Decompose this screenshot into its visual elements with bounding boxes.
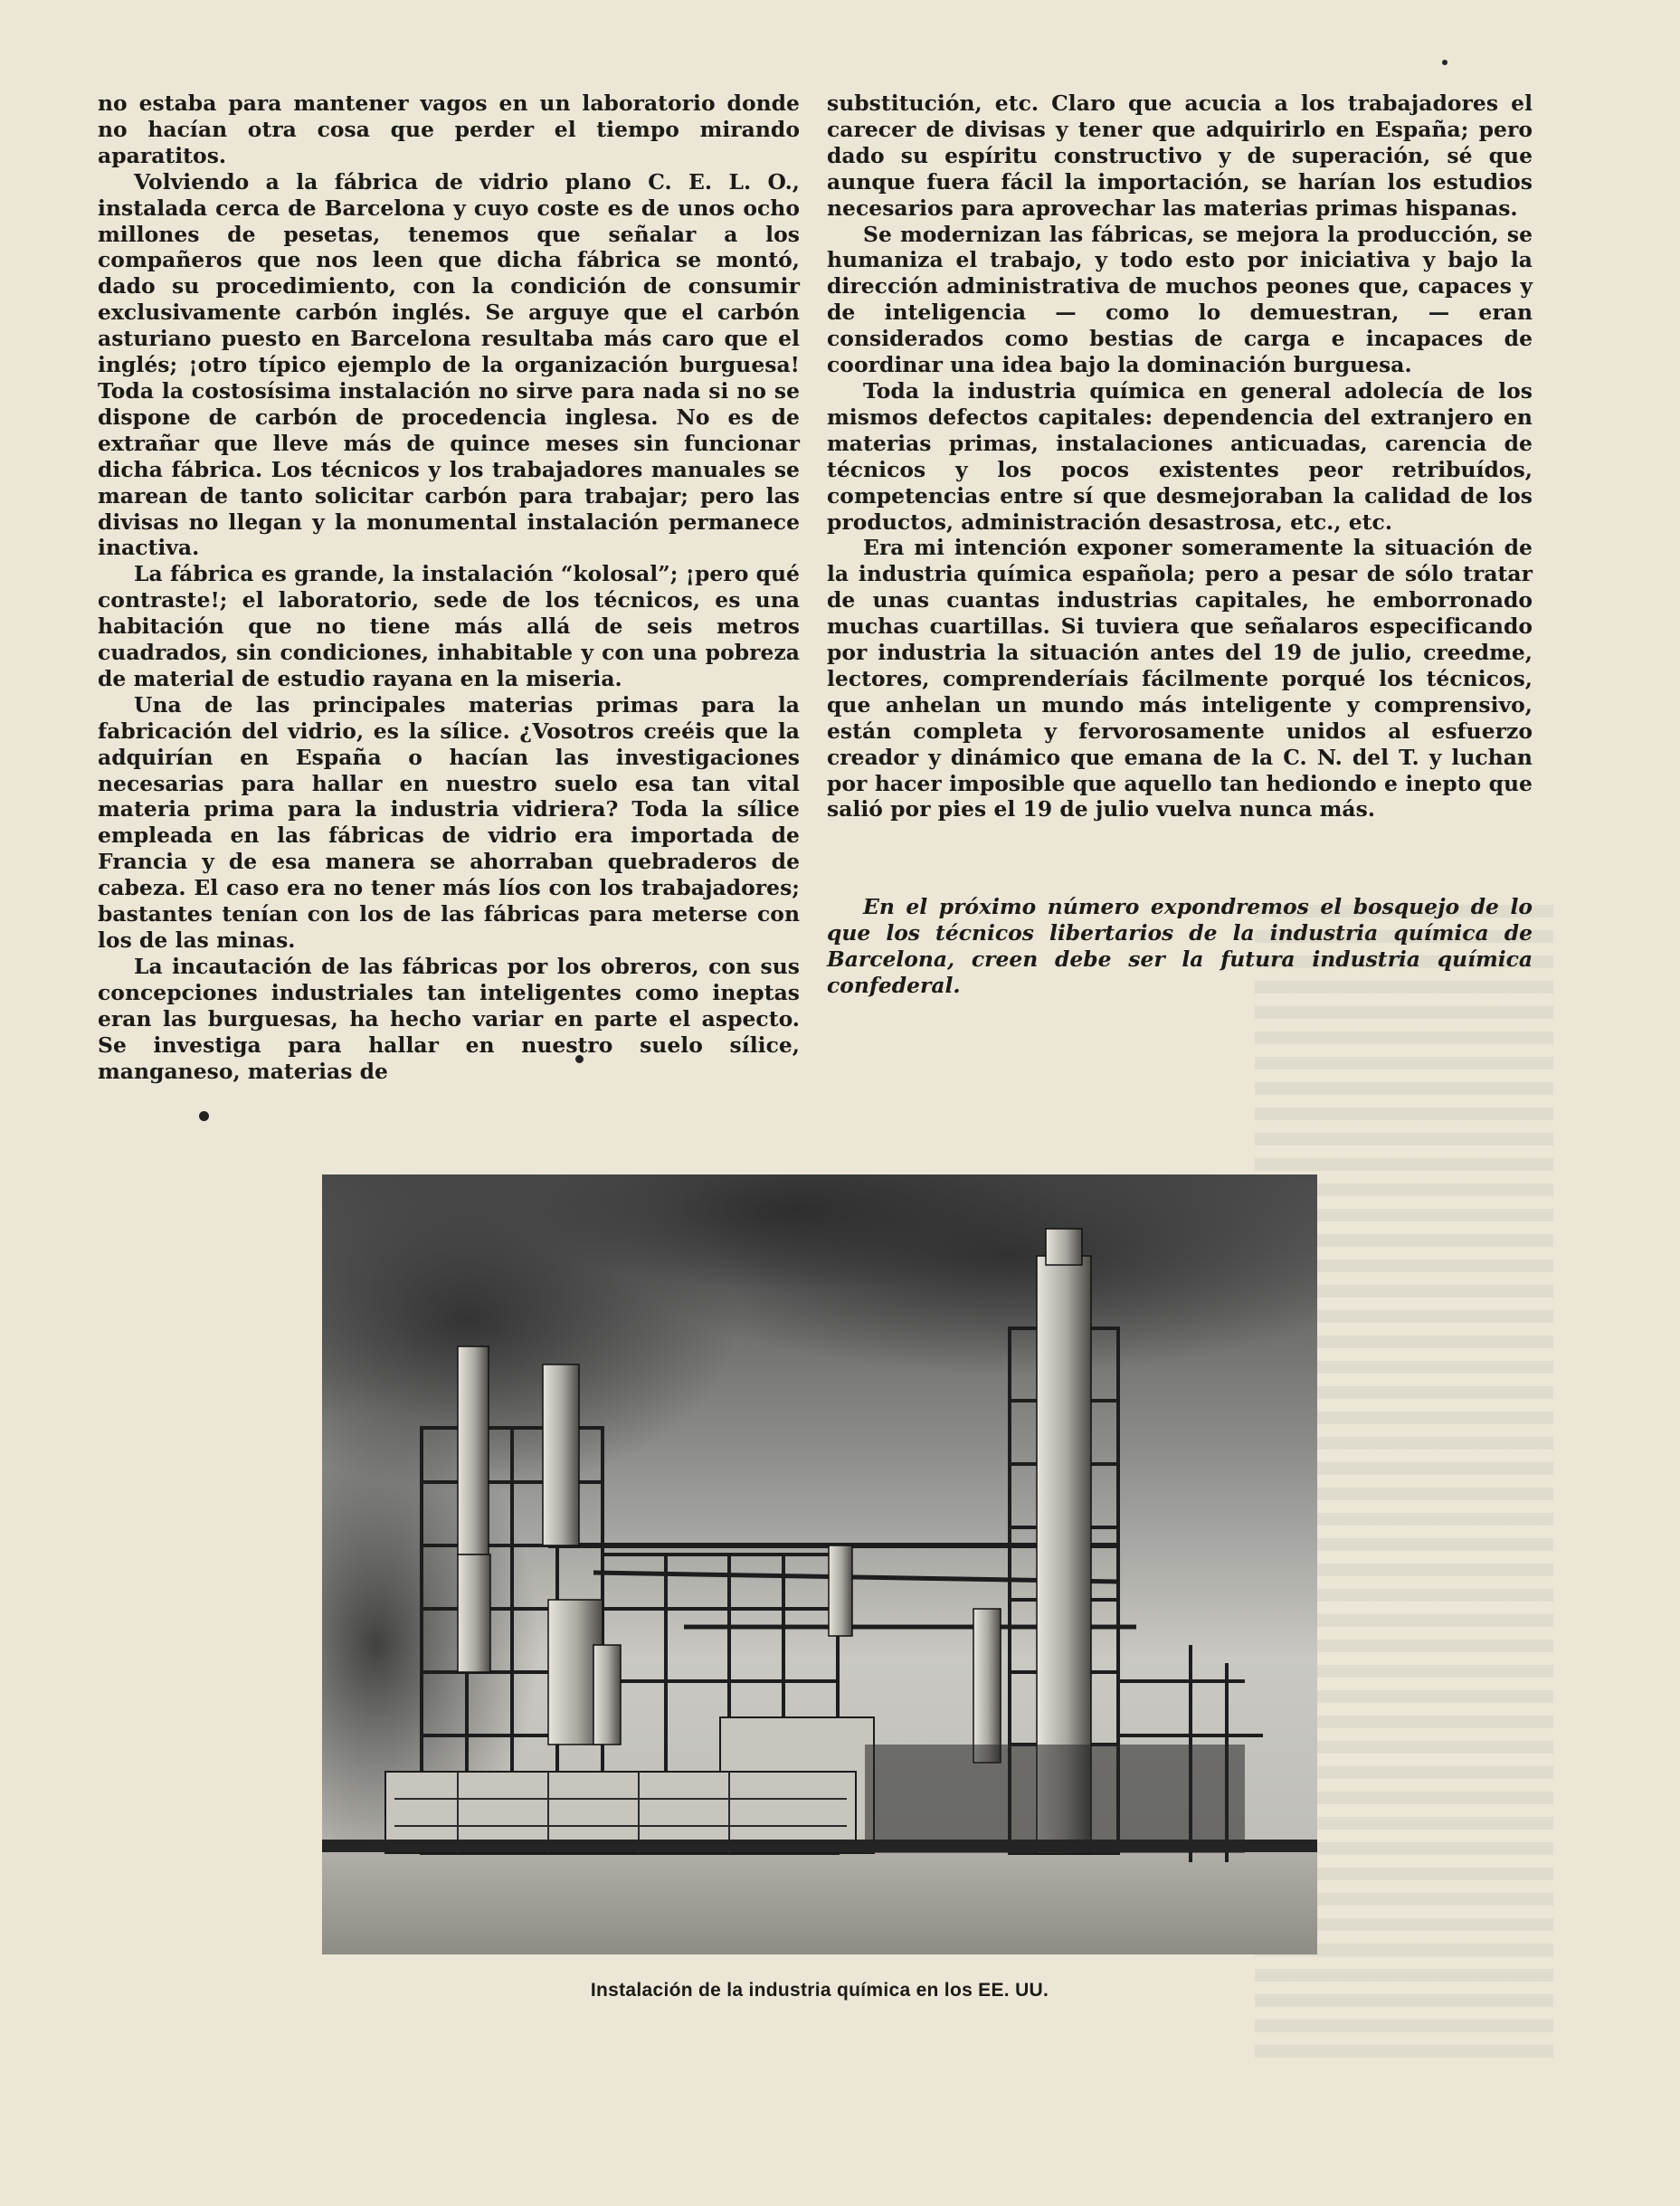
next-issue-announcement: En el próximo número expondremos el bosquejo de lo que los técnicos libertarios de la industria química de Barcelona, creen debe ser la futura industria química confederal. <box>827 894 1533 998</box>
right-column <box>827 90 1533 822</box>
photo-caption: Instalación de la industria química en los EE. UU. <box>590 1980 1049 2001</box>
ink-speck <box>1442 60 1447 65</box>
chemical-plant-photo <box>322 1174 1317 1954</box>
chemical-plant-illustration <box>322 1174 1317 1954</box>
paragraph: Una de las principales materias primas para la fabricación del vidrio, es la sílice. ¿Vosotros creéis que la adquirían en España o hacían las investigaciones necesarias para hallar en nuestro suelo esa tan vital materia prima para la industria vidriera? Toda la sílice empleada en las fábricas de vidrio era importada de Francia y de esa manera se ahorraban quebraderos de cabeza. El caso era no tener más líos con los trabajadores; bastantes tenían con los de las fábricas para meterse con los de las minas. <box>98 691 800 953</box>
paragraph: La incautación de las fábricas por los obreros, con sus concepciones industriales tan inteligentes como ineptas eran las burguesas, ha hecho variar en parte el aspecto. Se investiga para hallar en nuestro suelo sílice, manganeso, materias de <box>98 953 800 1084</box>
paragraph: Era mi intención exponer someramente la situación de la industria química española; pero a pesar de sólo tratar de unas cuantas industrias capitales, he emborronado muchas cuartillas. Si tuviera que señalaros especificando por industria la situación antes del 19 de julio, creedme, lectores, comprenderíais fácilmente porqué los técnicos, que anhelan un mundo más inteligente y comprensivo, están completa y fervorosamente unidos al esfuerzo creador y dinámico que emana de la C. N. del T. y luchan por hacer imposible que aquello tan hediondo e inepto que salió por pies el 19 de julio vuelva nunca más. <box>827 535 1533 822</box>
paragraph: substitución, etc. Claro que acucia a los trabajadores el carecer de divisas y tener que adquirirlo en España; pero dado su espíritu constructivo y de superación, sé que aunque fuera fácil la importación, se harían los estudios necesarios para aprovechar las materias primas hispanas. <box>827 90 1533 221</box>
ink-speck <box>199 1111 209 1121</box>
paragraph: no estaba para mantener vagos en un laboratorio donde no hacían otra cosa que perder el tiempo mirando aparatitos. <box>98 90 800 168</box>
paragraph: Se modernizan las fábricas, se mejora la producción, se humaniza el trabajo, y todo esto por iniciativa y bajo la dirección administrativa de muchos peones que, capaces y de inteligencia — como lo demuestran, — eran considerados como bestias de carga e incapaces de coordinar una idea bajo la dominación burguesa. <box>827 221 1533 378</box>
paragraph: Volviendo a la fábrica de vidrio plano C. E. L. O., instalada cerca de Barcelona y cuyo coste es de unos ocho millones de pesetas, tenemos que señalar a los compañeros que nos leen que dicha fábrica se montó, dado su procedimiento, con la condición de consumir exclusivamente carbón inglés. Se arguye que el carbón asturiano puesto en Barcelona resultaba más caro que el inglés; ¡otro típico ejemplo de la organización burguesa! Toda la costosísima instalación no sirve para nada si no se dispone de carbón de procedencia inglesa. No es de extrañar que lleve más de quince meses sin funcionar dicha fábrica. Los técnicos y los trabajadores manuales se marean de tanto solicitar carbón para trabajar; pero las divisas no llegan y la monumental instalación permanece inactiva. <box>98 168 800 561</box>
paragraph: La fábrica es grande, la instalación “kolosal”; ¡pero qué contraste!; el laboratorio, sede de los técnicos, es una habitación que no tiene más allá de seis metros cuadrados, sin condiciones, inhabitable y con una pobreza de material de estudio rayana en la miseria. <box>98 561 800 691</box>
paragraph: Toda la industria química en general adolecía de los mismos defectos capitales: dependencia del extranjero en materias primas, instalaciones anticuadas, carencia de técnicos y los pocos existentes peor retribuídos, competencias entre sí que desmejoraban la calidad de los productos, administración desastrosa, etc., etc. <box>827 377 1533 535</box>
left-column <box>98 90 800 1084</box>
